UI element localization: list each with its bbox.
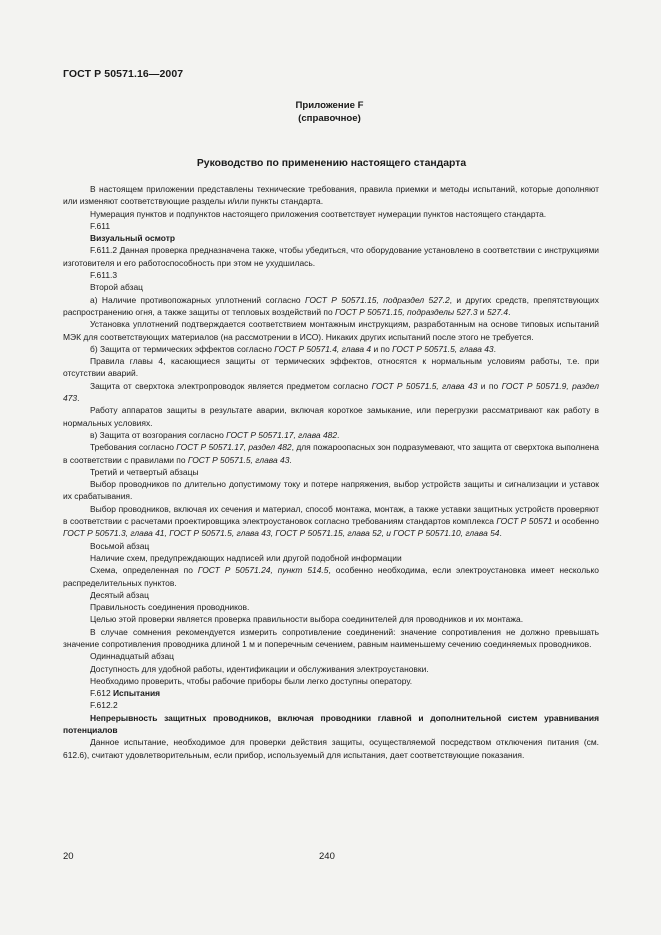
paragraph: В настоящем приложении представлены технические требования, правила приемки и методы испытаний, которые дополняют или изменяют соответствующие разделы и/или пункты стандарта. bbox=[63, 184, 599, 207]
paragraph: Десятый абзац bbox=[90, 589, 149, 600]
paragraph: F.611.3 bbox=[90, 270, 118, 281]
paragraph: Целью этой проверки является проверка правильности выбора соединителей для проводников и их монтажа. bbox=[90, 614, 524, 625]
paragraph: Выбор проводников по длительно допустимому току и потере напряжения, выбор устройств защиты и сигнализации и уставок их срабатывания. bbox=[63, 479, 599, 502]
paragraph: Наличие схем, предупреждающих надписей или другой подобной информации bbox=[90, 552, 402, 563]
document-body bbox=[63, 183, 599, 761]
appendix-subtitle: (справочное) bbox=[298, 113, 361, 124]
section-title: Руководство по применению настоящего стандарта bbox=[196, 158, 467, 169]
paragraph: Правильность соединения проводников. bbox=[90, 602, 250, 613]
paragraph: Третий и четвертый абзацы bbox=[90, 466, 199, 477]
paragraph: Защита от сверхтока электропроводок является предметом согласно ГОСТ Р 50571.5, глава 43 и по ГОСТ Р 50571.9, раздел 473. bbox=[63, 380, 599, 404]
paragraph: Правила главы 4, касающиеся защиты от термических эффектов, относятся к нормальным условиям работы, т.е. при отсутствии аварий. bbox=[63, 356, 599, 379]
paragraph: F.611.2 Данная проверка предназначена также, чтобы убедиться, что оборудование установлено в соответствии с инструкциями изготовителя и его работоспособность при этом не ухудшилась. bbox=[63, 245, 599, 268]
paragraph: Данное испытание, необходимое для проверки действия защиты, осуществляемой посредством отключения питания (см. 612.6), считают удовлетворительным, если прибор, используемый для испытания, дает соответствующие показания. bbox=[63, 737, 599, 760]
paragraph: Восьмой абзац bbox=[90, 540, 150, 551]
appendix-heading bbox=[0, 99, 661, 125]
paragraph: В случае сомнения рекомендуется измерить сопротивление соединений: значение сопротивления не должно превышать значение сопротивления проводника длиной 1 м и поперечным сечением, равным наименьшему сечению соединяемых проводников. bbox=[63, 626, 599, 649]
paragraph: Второй абзац bbox=[90, 282, 143, 293]
paragraph: б) Защита от термических эффектов согласно ГОСТ Р 50571.4, глава 4 и по ГОСТ Р 50571.5, глава 43. bbox=[90, 343, 496, 354]
paragraph: Требования согласно ГОСТ Р 50571.17, раздел 482, для пожароопасных зон подразумевают, что защита от сверхтока выполнена в соответствии с правилами по ГОСТ Р 50571.5, глава 43. bbox=[63, 442, 599, 465]
paragraph: Доступность для удобной работы, идентификации и обслуживания электроустановки. bbox=[90, 663, 429, 674]
paragraph: Необходимо проверить, чтобы рабочие приборы были легко доступны оператору. bbox=[90, 675, 413, 686]
paragraph: F.612 Испытания bbox=[90, 688, 161, 699]
paragraph: F.611 bbox=[90, 220, 111, 231]
paragraph: Визуальный осмотр bbox=[90, 233, 176, 244]
paragraph: Нумерация пунктов и подпунктов настоящего приложения соответствует нумерации пунктов настоящего стандарта. bbox=[90, 208, 547, 219]
paragraph: Схема, определенная по ГОСТ Р 50571.24, пункт 514.5, особенно необходима, если электроустановка имеет несколько распределительных пунктов. bbox=[63, 565, 599, 588]
section-page-number: 20 bbox=[63, 851, 74, 862]
paragraph: а) Наличие противопожарных уплотнений согласно ГОСТ Р 50571.15, подраздел 527.2, и других средств, препятствующих распространению огня, а также защиты от тепловых воздействий по ГОСТ Р 50571.15, подразделы 527.3 и 527.4. bbox=[63, 294, 599, 317]
paragraph: в) Защита от возгорания согласно ГОСТ Р 50571.17, глава 482. bbox=[90, 429, 340, 440]
paragraph: Выбор проводников, включая их сечения и материал, способ монтажа, монтаж, а также уставки защитных устройств проверяют в соответствии с расчетами проектировщика электроустановок согласно требованиям стандартов комплекса ГОСТ Р 50571 и особенно ГОСТ Р 50571.3, глава 41, ГОСТ Р 50571.5, глава 43, ГОСТ Р 50571.15, глава 52, и ГОСТ Р 50571.10, глава 54. bbox=[63, 503, 599, 539]
paragraph: Непрерывность защитных проводников, включая проводники главной и дополнительной систем уравнивания потенциалов bbox=[63, 712, 599, 736]
paragraph: F.612.2 bbox=[90, 700, 118, 711]
paragraph: Установка уплотнений подтверждается соответствием монтажным инструкциям, разработанным на основе типовых испытаний МЭК для соответствующих материалов (на рассмотрении в ИСО). Никаких других испытаний после этого не требуется. bbox=[63, 319, 599, 342]
appendix-title: Приложение F bbox=[295, 100, 364, 111]
page-number: 240 bbox=[319, 851, 335, 862]
paragraph: Работу аппаратов защиты в результате аварии, включая короткое замыкание, или перегрузки рассматривают как работу в нормальных условиях. bbox=[63, 405, 599, 428]
document-header: ГОСТ Р 50571.16—2007 bbox=[63, 68, 184, 80]
paragraph: Одиннадцатый абзац bbox=[90, 651, 175, 662]
